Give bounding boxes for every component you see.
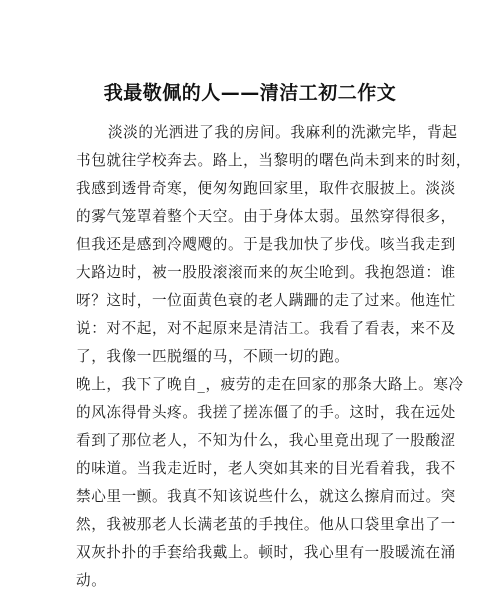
paragraph-2-line-1: 晚上，我下了晚自_，疲劳的走在回家的那条大路上。寒冷 (76, 376, 464, 393)
essay-title: 我最敬佩的人——清洁工初二作文 (103, 82, 397, 104)
paragraph-1-line-4: 的雾气笼罩着整个天空。由于身体太弱。虽然穿得很多， (76, 208, 456, 225)
paragraph-2-line-7: 双灰扑扑的手套给我戴上。顿时，我心里有一股暖流在涌 (76, 544, 456, 561)
paragraph-2-line-3: 看到了那位老人，不知为什么，我心里竟出现了一股酸涩 (76, 432, 456, 449)
paragraph-2-line-8: 动。 (76, 572, 107, 589)
paragraph-1-line-7: 呀？这时，一位面黄色衰的老人蹒跚的走了过来。他连忙 (76, 292, 456, 309)
paragraph-1-line-6: 大路边时，被一股股滚滚而来的灰尘呛到。我抱怨道：谁 (76, 264, 456, 281)
paragraph-1-line-9: 了，我像一匹脱缰的马，不顾一切的跑。 (76, 348, 350, 365)
paragraph-1-line-5: 但我还是感到冷飕飕的。于是我加快了步伐。咳当我走到 (76, 236, 456, 253)
paragraph-2-line-6: 然，我被那老人长满老茧的手拽住。他从口袋里拿出了一 (76, 516, 456, 533)
paragraph-1-line-8: 说：对不起，对不起原来是清洁工。我看了看表，来不及 (76, 320, 456, 337)
paragraph-2-line-2: 的风冻得骨头疼。我搓了搓冻僵了的手。这时，我在远处 (76, 404, 456, 421)
paragraph-1-line-1: 淡淡的光洒进了我的房间。我麻利的洗漱完毕，背起 (108, 124, 458, 141)
paragraph-2-line-5: 禁心里一颤。我真不知该说些什么，就这么擦肩而过。突 (76, 488, 456, 505)
paragraph-1-line-2: 书包就往学校奔去。路上，当黎明的曙色尚未到来的时刻， (76, 152, 472, 169)
paragraph-1-line-3: 我感到透骨奇寒，便匆匆跑回家里，取件衣服披上。淡淡 (76, 180, 456, 197)
paragraph-2-line-4: 的味道。当我走近时，老人突如其来的目光看着我，我不 (76, 460, 456, 477)
